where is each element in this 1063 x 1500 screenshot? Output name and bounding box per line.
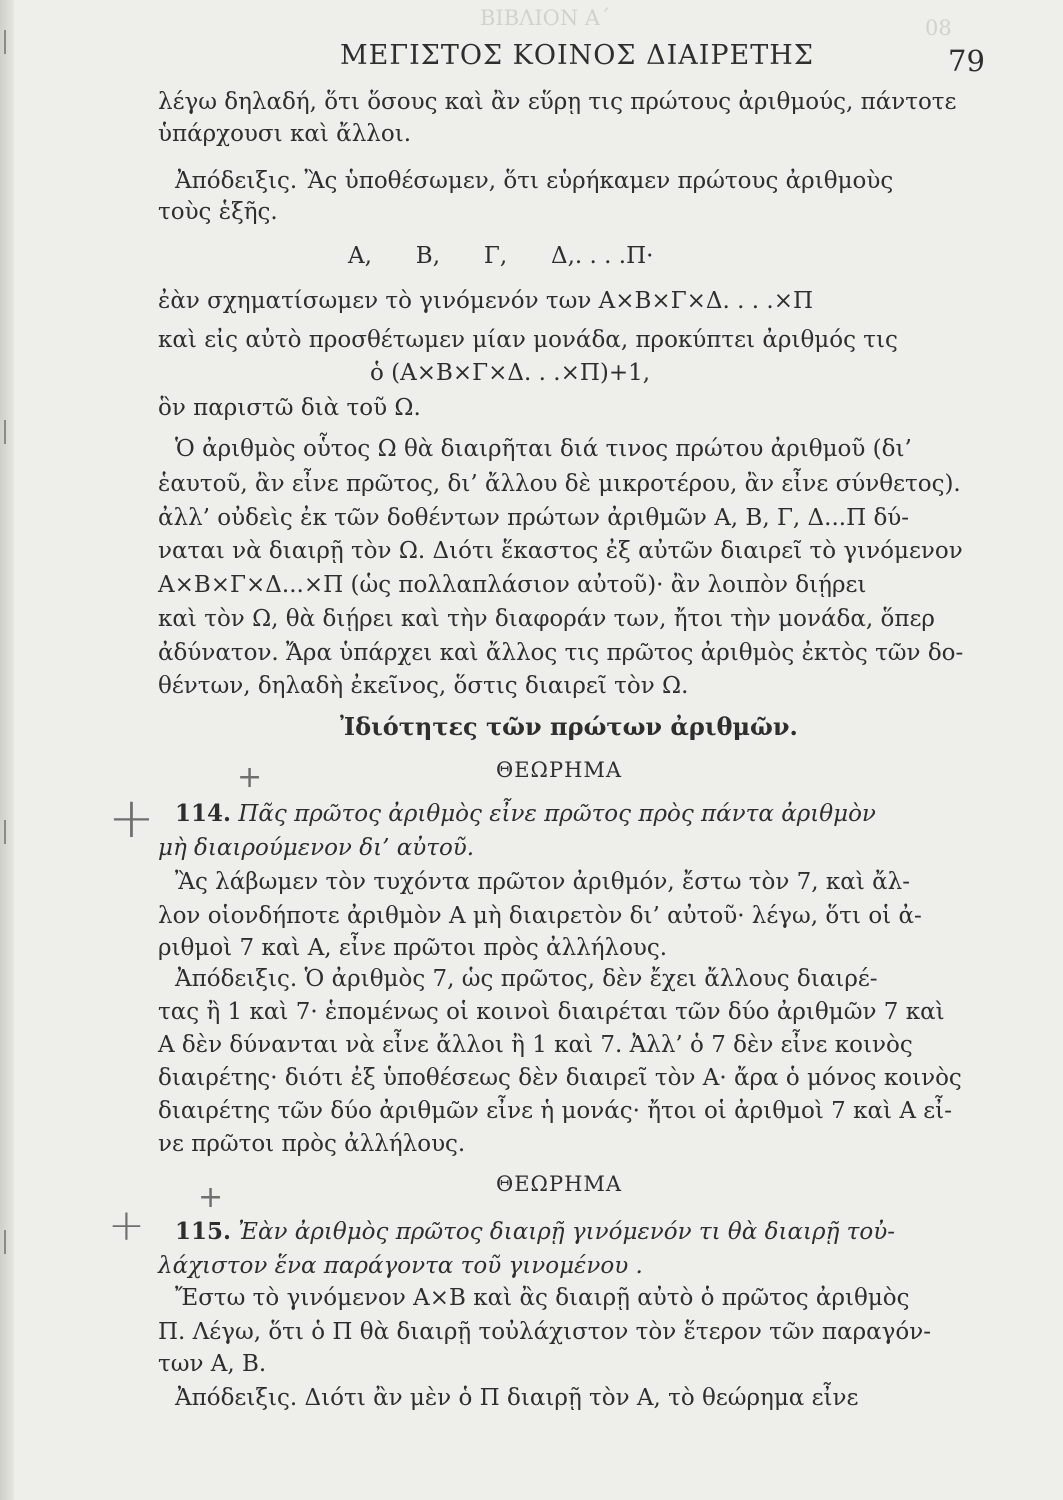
text-line: διαιρέτης τῶν δύο ἀριθμῶν εἶνε ἡ μονάς· ἤτοι οἱ ἀριθμοὶ 7 καὶ Α εἶ-: [158, 1098, 952, 1124]
theorem-number: 115.: [175, 1218, 232, 1245]
theorem-statement: Ἐὰν ἀριθμὸς πρῶτος διαιρῇ γινόμενόν τι θὰ διαιρῇ τοὐ-: [238, 1219, 895, 1245]
text-line: Ἀπόδειξις. Διότι ἂν μὲν ὁ Π διαιρῇ τὸν Α, τὸ θεώρημα εἶνε: [175, 1385, 859, 1411]
text-line: καὶ εἰς αὐτὸ προσθέτωμεν μίαν μονάδα, προκύπτει ἀριθμός τις: [158, 327, 898, 353]
running-title: ΜΕΓΙΣΤΟΣ ΚΟΙΝΟΣ ΔΙΑΙΡΕΤΗΣ: [340, 40, 814, 71]
text-line: λον οἱονδήποτε ἀριθμὸν Α μὴ διαιρετὸν δι’ αὐτοῦ· λέγω, ὅτι οἱ ἀ-: [158, 903, 922, 929]
text-line: καὶ τὸν Ω, θὰ διῄρει καὶ τὴν διαφοράν των, ἤτοι τὴν μονάδα, ὅπερ: [158, 606, 935, 632]
theorem-number: 114.: [175, 800, 232, 827]
binding-stitch: [4, 420, 14, 444]
section-heading: Ἰδιότητες τῶν πρώτων ἀριθμῶν.: [340, 712, 798, 741]
text-line: των Α, Β.: [158, 1351, 267, 1377]
text-line: Ἔστω τὸ γινόμενον Α×Β καὶ ἂς διαιρῇ αὐτὸ ὁ πρῶτος ἀριθμὸς: [175, 1285, 910, 1311]
text-line: Ἂς λάβωμεν τὸν τυχόντα πρῶτον ἀριθμόν, ἔστω τὸν 7, καὶ ἄλ-: [175, 869, 911, 895]
text-line: Α×Β×Γ×Δ...×Π (ὡς πολλαπλάσιον αὐτοῦ)· ἂν λοιπὸν διῄρει: [158, 572, 867, 598]
theorem-114: [175, 800, 876, 827]
theorem-statement: Πᾶς πρῶτος ἀριθμὸς εἶνε πρῶτος πρὸς πάντα ἀριθμὸν: [238, 801, 876, 827]
theorem-115: [175, 1218, 895, 1245]
text-line: ἐὰν σχηματίσωμεν τὸ γινόμενόν των Α×Β×Γ×Δ. . . .×Π: [158, 288, 814, 314]
pencil-mark: +: [198, 1180, 224, 1215]
theorem-label: ΘΕΩΡΗΜΑ: [496, 1172, 623, 1196]
pencil-cross: +: [108, 1200, 145, 1251]
text-line: ριθμοὶ 7 καὶ Α, εἶνε πρῶτοι πρὸς ἀλλήλους.: [158, 935, 668, 961]
bleed-through-page-number: 08: [925, 16, 952, 40]
prime-list: Α, Β, Γ, Δ,. . . .Π·: [348, 243, 654, 269]
text-line: Ἀπόδειξις. Ὁ ἀριθμὸς 7, ὡς πρῶτος, δὲν ἔχει ἄλλους διαιρέ-: [175, 966, 878, 992]
text-line: νε πρῶτοι πρὸς ἀλλήλους.: [158, 1131, 466, 1157]
theorem-statement: μὴ διαιρούμενον δι’ αὐτοῦ.: [158, 835, 475, 861]
text-line: Ἀπόδειξις. Ἂς ὑποθέσωμεν, ὅτι εὑρήκαμεν πρώτους ἀριθμοὺς: [175, 168, 894, 194]
binding-edge: [0, 0, 14, 1500]
text-line: ὃν παριστῶ διὰ τοῦ Ω.: [158, 395, 421, 421]
text-line: ὑπάρχουσι καὶ ἄλλοι.: [158, 121, 412, 147]
text-line: λέγω δηλαδή, ὅτι ὅσους καὶ ἂν εὕρῃ τις πρώτους ἀριθμούς, πάντοτε: [158, 89, 957, 115]
theorem-statement: λάχιστον ἕνα παράγοντα τοῦ γινομένου .: [158, 1253, 643, 1279]
formula-line: ὁ (Α×Β×Γ×Δ. . .×Π)+1,: [370, 360, 651, 386]
text-line: Π. Λέγω, ὅτι ὁ Π θὰ διαιρῇ τοὐλάχιστον τὸν ἕτερον τῶν παραγόν-: [158, 1319, 931, 1345]
text-line: τοὺς ἑξῆς.: [158, 199, 278, 225]
text-line: διαιρέτης· διότι ἐξ ὑποθέσεως δὲν διαιρεῖ τὸν Α· ἄρα ὁ μόνος κοινὸς: [158, 1065, 962, 1091]
binding-stitch: [4, 1230, 14, 1254]
text-line: ναται νὰ διαιρῇ τὸν Ω. Διότι ἕκαστος ἐξ αὐτῶν διαιρεῖ τὸ γινόμενον: [158, 538, 963, 564]
text-line: ἀδύνατον. Ἄρα ὑπάρχει καὶ ἄλλος τις πρῶτος ἀριθμὸς ἐκτὸς τῶν δο-: [158, 640, 964, 666]
text-line: ἑαυτοῦ, ἂν εἶνε πρῶτος, δι’ ἄλλου δὲ μικροτέρου, ἂν εἶνε σύνθετος).: [158, 471, 961, 497]
pencil-mark: +: [237, 760, 263, 795]
page-number: 79: [948, 44, 985, 78]
text-line: θέντων, δηλαδὴ ἐκεῖνος, ὅστις διαιρεῖ τὸν Ω.: [158, 673, 689, 699]
theorem-label: ΘΕΩΡΗΜΑ: [496, 758, 623, 782]
running-header: [0, 40, 1063, 84]
pencil-cross: +: [108, 786, 155, 851]
binding-stitch: [4, 820, 14, 844]
text-line: ἀλλ’ οὐδεὶς ἐκ τῶν δοθέντων πρώτων ἀριθμῶν Α, Β, Γ, Δ...Π δύ-: [158, 505, 910, 531]
text-line: τας ἢ 1 καὶ 7· ἑπομένως οἱ κοινοὶ διαιρέται τῶν δύο ἀριθμῶν 7 καὶ: [158, 999, 945, 1025]
text-line: Ὁ ἀριθμὸς οὗτος Ω θὰ διαιρῆται διά τινος πρώτου ἀριθμοῦ (δι’: [175, 436, 912, 462]
bleed-through-header: ΒΙΒΛΙΟΝ Α΄: [480, 6, 611, 30]
text-line: Α δὲν δύνανται νὰ εἶνε ἄλλοι ἢ 1 καὶ 7. Ἀλλ’ ὁ 7 δὲν εἶνε κοινὸς: [158, 1032, 913, 1058]
